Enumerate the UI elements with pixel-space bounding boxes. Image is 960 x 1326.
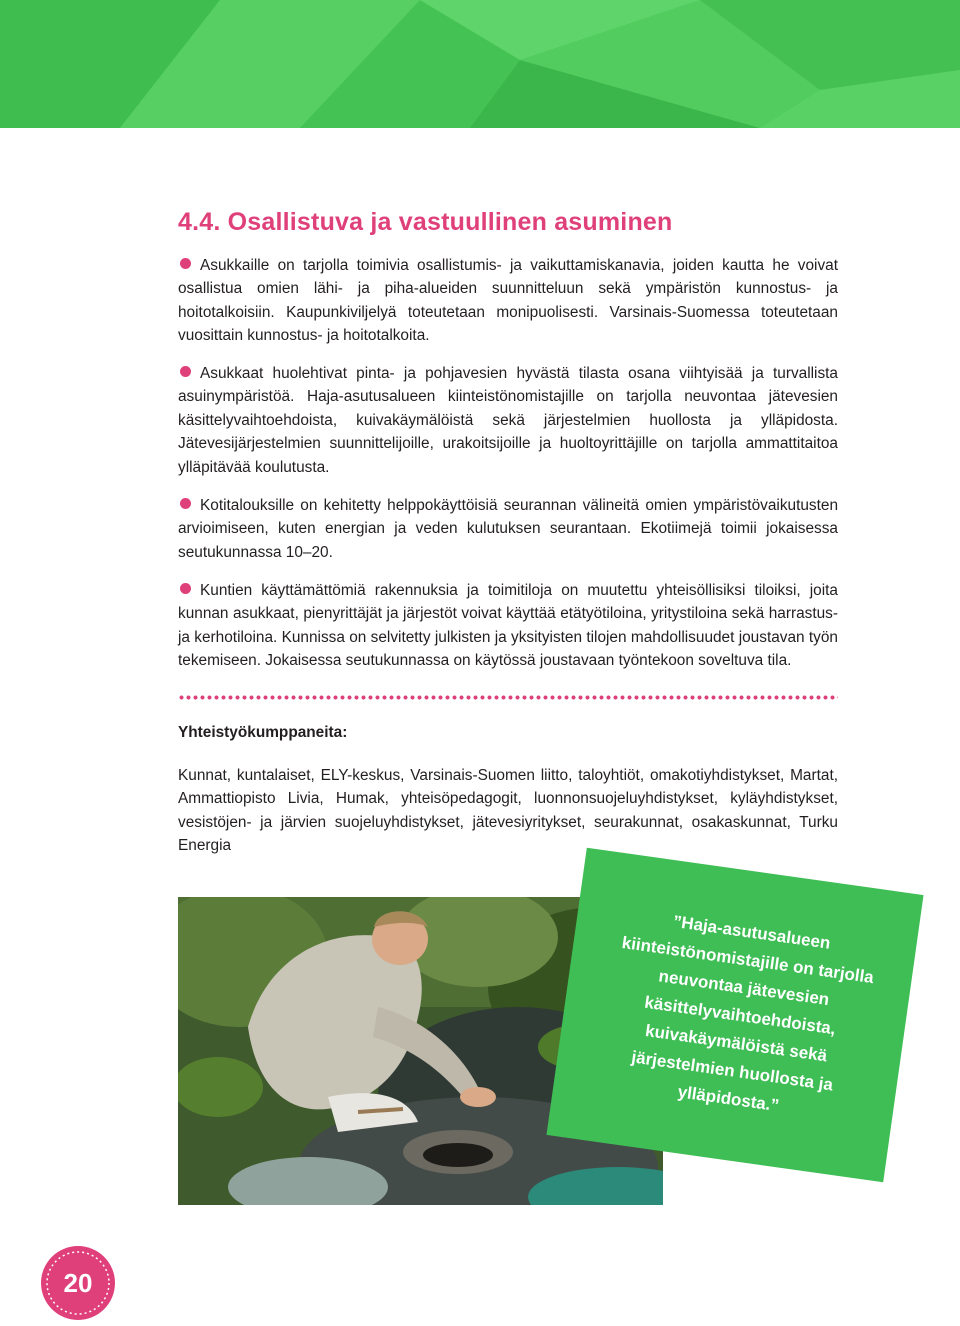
section-heading: 4.4. Osallistuva ja vastuullinen asuminen xyxy=(178,208,673,236)
page-number: 20 xyxy=(63,1268,93,1298)
partners-title: Yhteistyökumppaneita: xyxy=(178,724,348,741)
partners-text: Kunnat, kuntalaiset, ELY-keskus, Varsinais-Suomen liitto, taloyhtiöt, omakotiyhdistykset, Martat, Ammattiopisto Livia, Humak, yhteisöpedagogit, luonnonsuojeluyhdistykset, kyläyhdistykset, vesistöjen- ja järvien suojeluyhdistykset, jätevesiyritykset, seurakunnat, osakaskunnat, Turku Energia xyxy=(178,767,838,855)
paragraph-community-spaces xyxy=(178,579,838,673)
bullet-icon xyxy=(180,498,191,509)
bullet-icon xyxy=(180,258,191,269)
bullet-icon xyxy=(180,583,191,594)
header-banner xyxy=(0,0,960,128)
paragraph-text: Kuntien käyttämättömiä rakennuksia ja toimitiloja on muutettu yhteisöllisiksi tiloiksi, joita kunnan asukkaat, pienyrittäjät ja järjestöt voivat käyttää etätyötiloina, yritystiloina sekä harrastus- ja kerhotiloina. Kunnissa on selvitetty julkisten ja yksityisten tilojen mahdollisuudet joustavan työn tekemiseen. Jokaisessa seutukunnassa on käytössä joustavaan työntekoon soveltuva tila. xyxy=(178,582,838,670)
bullet-icon xyxy=(180,366,191,377)
paragraph-text: Asukkaille on tarjolla toimivia osallistumis- ja vaikuttamiskanavia, joiden kautta he voivat osallistua omien lähi- ja piha-alueiden suunnitteluun sekä ympäristön kunnostus- ja hoitotalkoisiin. Kaupunkiviljelyä toteutetaan monipuolisesti. Varsinais-Suomessa toteutetaan vuosittain kunnostus- ja hoitotalkoita. xyxy=(178,257,838,345)
paragraph-text: Kotitalouksille on kehitetty helppokäyttöisiä seurannan välineitä omien ympäristövaikutusten arvioimiseen, kuten energian ja veden kulutuksen seurantaan. Ekotiimejä toimii jokaisessa seutukunnassa 10–20. xyxy=(178,497,838,561)
dotted-divider xyxy=(178,695,838,700)
pull-quote: ”Haja-asutusalueen kiinteistönomistajille on tarjolla neuvontaa jätevesien käsittelyvaihtoehdoista, kuivakäymälöistä sekä järjestelmien huollosta ja ylläpidosta.” xyxy=(620,911,875,1116)
paragraph-participation xyxy=(178,254,838,348)
paragraph-text: Asukkaat huolehtivat pinta- ja pohjavesien hyvästä tilasta osana viihtyisää ja turvallista asuinympäristöä. Haja-asutusalueen kiinteistönomistajille on tarjolla neuvontaa jätevesien käsittelyvaihtoehdoista, kuivakäymälöistä sekä järjestelmien huollosta ja ylläpidosta. Jätevesijärjestelmien suunnittelijoille, urakoitsijoille ja huoltoyrittäjille on tarjolla ammattitaitoa ylläpitävää koulutusta. xyxy=(178,365,838,476)
paragraph-households xyxy=(178,494,838,564)
paragraph-water xyxy=(178,362,838,479)
